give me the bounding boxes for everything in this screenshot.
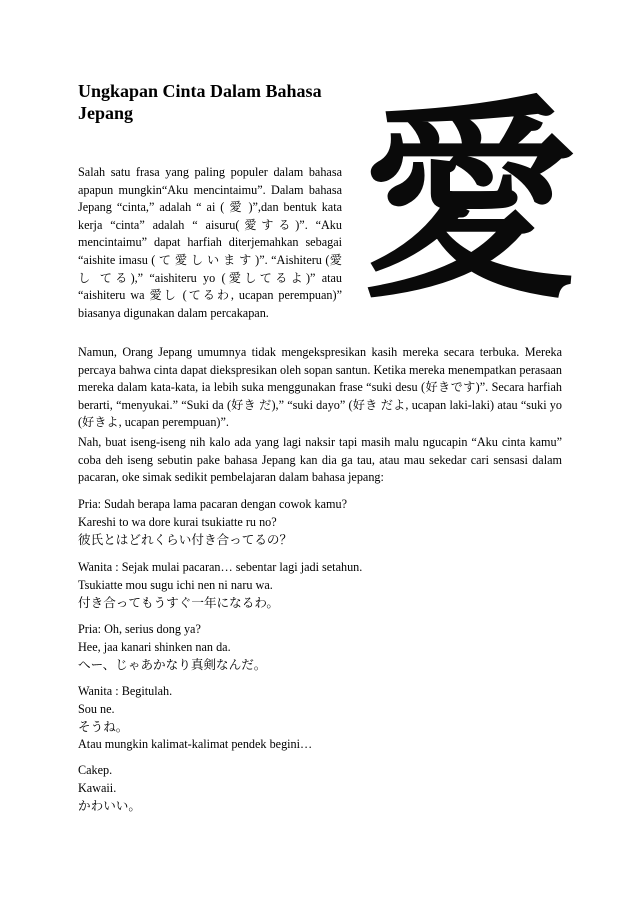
dialogue-romaji: Sou ne. — [78, 701, 115, 716]
paragraph-culture: Namun, Orang Jepang umumnya tidak mengekspresikan kasih mereka secara terbuka. Mereka percaya bahwa cinta dapat diekspresikan oleh sopan santun. Ketika mereka menempatkan perasaan mereka dalam kata-kata, ia lebih suka menggunakan frase “suki desu (好きです)”. Secara harfiah berarti, “menyukai.” “Suki da (好き だ),” “suki dayo” (好き だよ, ucapan laki-laki) atau “suki yo (好きよ, ucapan perempuan)”. — [78, 345, 562, 430]
dialogue-japanese: かわいい。 — [78, 798, 141, 814]
dialogue-romaji: Hee, jaa kanari shinken nan da. — [78, 639, 231, 654]
love-kanji-glyph: 愛 — [361, 77, 577, 328]
dialogue-block-2 — [78, 559, 562, 612]
paragraph-intro-dialogue: Nah, buat iseng-iseng nih kalo ada yang lagi naksir tapi masih malu ngucapin “Aku cinta kamu” coba deh iseng sebutin pake bahasa Jepang kan dia ga tau, atau mau sekedar cari sensasi dalam pacaran, oke simak sedikit pembelajaran dalam bahasa jepang: — [78, 435, 562, 485]
dialogue-japanese: 彼氏とはどれくらい付き合ってるの？ — [78, 532, 293, 548]
dialogue-romaji: Kareshi to wa dore kurai tsukiatte ru no? — [78, 514, 277, 529]
document-title: Ungkapan Cinta Dalam Bahasa Jepang — [78, 81, 322, 123]
dialogue-speaker-line: Pria: Sudah berapa lama pacaran dengan cowok kamu? — [78, 497, 348, 511]
dialogue-speaker-line: Wanita : Sejak mulai pacaran… sebentar lagi jadi setahun. — [78, 560, 363, 574]
dialogue-speaker-line: Wanita : Begitulah. — [78, 684, 173, 698]
dialogue-block-5 — [78, 762, 562, 815]
dialogue-block-3 — [78, 621, 562, 674]
dialogue-japanese: そうね。 — [78, 719, 129, 735]
dialogue-romaji: Tsukiatte mou sugu ichi nen ni naru wa. — [78, 577, 273, 592]
dialogue-block-1 — [78, 496, 562, 549]
dialogue-block-4 — [78, 683, 562, 753]
intro-paragraph: Salah satu frasa yang paling populer dalam bahasa apapun mungkin“Aku mencintaimu”. Dalam bahasa Jepang “cinta,” adalah “ ai ( 愛 )”,dan bentuk kata kerja “cinta” adalah “ aisuru(愛する)”. “Aku mencintaimu” dapat harfiah diterjemahkan sebagai “aishite imasu ( て 愛 し い ま す )”. “Aishiteru (愛し てる),” “aishiteru yo (愛してるよ)” atau “aishiteru wa 愛し (てるわ, ucapan perempuan)” biasanya digunakan dalam percakapan. — [78, 165, 342, 320]
dialogue-japanese: 付き合ってもうすぐ一年になるわ。 — [78, 595, 279, 611]
dialogue-note: Atau mungkin kalimat-kalimat pendek begini… — [78, 736, 313, 751]
dialogue-speaker-line: Cakep. — [78, 763, 113, 777]
dialogue-speaker-line: Pria: Oh, serius dong ya? — [78, 622, 201, 636]
dialogue-japanese: へー、じゃあかなり真剣なんだ。 — [78, 657, 267, 673]
dialogue-romaji: Kawaii. — [78, 780, 117, 795]
